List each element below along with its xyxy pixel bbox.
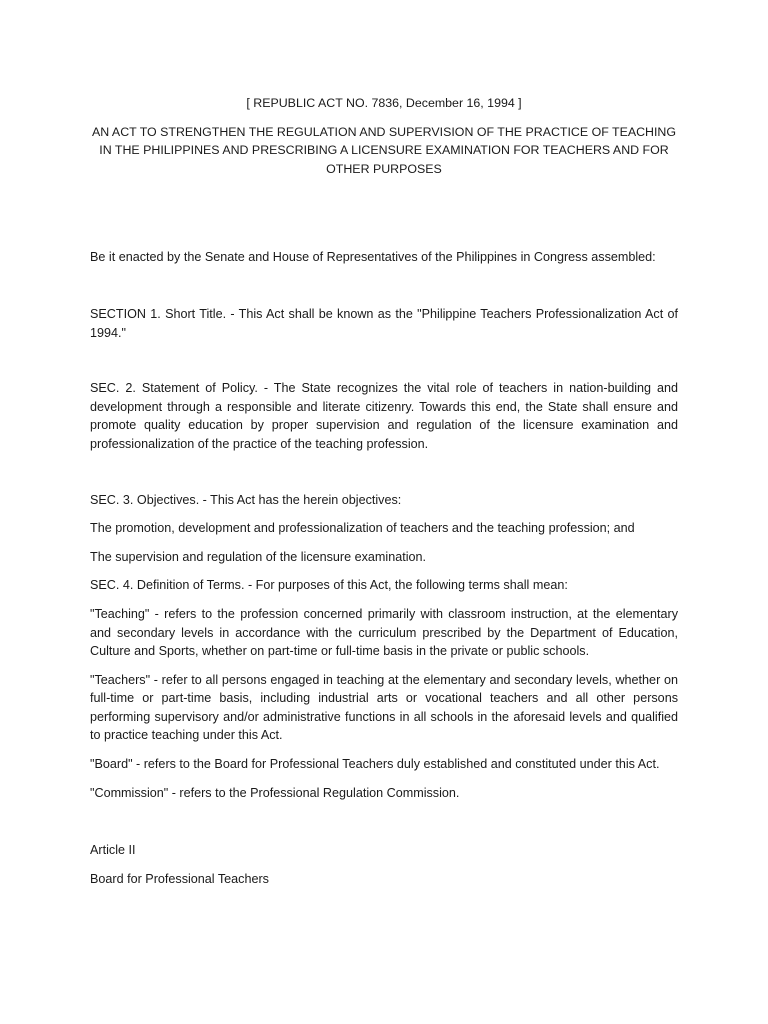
definition-teachers: "Teachers" - refer to all persons engaged in teaching at the elementary and secondary levels, whether on full-time or part-time basis, including industrial arts or vocational teachers and all other persons performing supervisory and/or administrative functions in all schools in the aforesaid levels and qualified to practice teaching under this Act.: [90, 672, 678, 743]
document-body: [90, 94, 678, 888]
article-title: Board for Professional Teachers: [90, 871, 269, 886]
objective-1: The promotion, development and professionalization of teachers and the teaching profession; and: [90, 521, 635, 536]
section-2: SEC. 2. Statement of Policy. - The State recognizes the vital role of teachers in nation-building and development through a responsible and literate citizenry. Towards this end, the State shall ensure and promote quality education by proper supervision and regulation of the licensure examination and professionalization of the practice of the teaching profession.: [90, 381, 678, 451]
article-heading: Article II: [90, 843, 136, 858]
act-header: [ REPUBLIC ACT NO. 7836, December 16, 1994 ]: [246, 96, 522, 110]
definition-commission: "Commission" - refers to the Professional Regulation Commission.: [90, 785, 460, 800]
objective-2: The supervision and regulation of the licensure examination.: [90, 549, 427, 564]
definition-board: "Board" - refers to the Board for Professional Teachers duly established and constituted under this Act.: [90, 757, 660, 772]
definition-teaching: "Teaching" - refers to the profession concerned primarily with classroom instruction, at the elementary and secondary levels in accordance with the curriculum prescribed by the Department of Education, Culture and Sports, whether on part-time or full-time basis in the private or public schools.: [90, 606, 678, 659]
section-1: SECTION 1. Short Title. - This Act shall be known as the "Philippine Teachers Professionalization Act of 1994.": [90, 306, 678, 340]
act-title: AN ACT TO STRENGTHEN THE REGULATION AND SUPERVISION OF THE PRACTICE OF TEACHING IN THE PHILIPPINES AND PRESCRIBING A LICENSURE EXAMINATION FOR TEACHERS AND FOR OTHER PURPOSES: [91, 124, 677, 176]
enacting-clause: Be it enacted by the Senate and House of Representatives of the Philippines in Congress assembled:: [90, 250, 656, 265]
section-3: SEC. 3. Objectives. - This Act has the herein objectives:: [90, 492, 402, 507]
section-4: SEC. 4. Definition of Terms. - For purposes of this Act, the following terms shall mean:: [90, 578, 568, 593]
